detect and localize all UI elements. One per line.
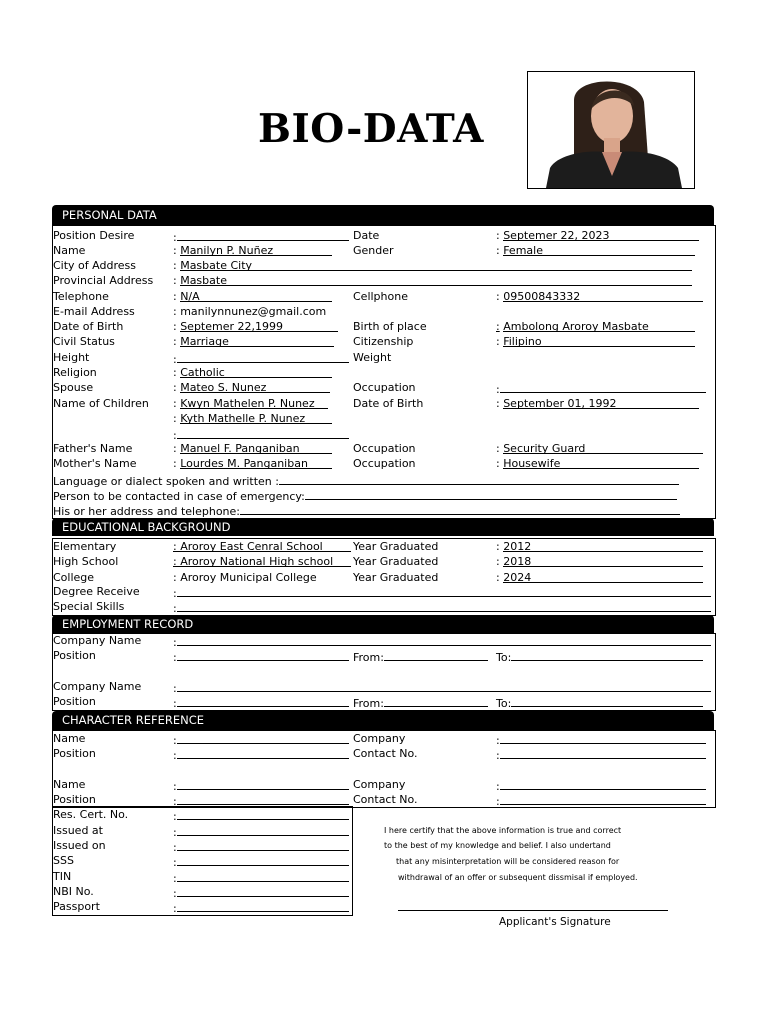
emp-to-2-field[interactable] — [511, 695, 703, 707]
page-title: BIO-DATA — [258, 106, 484, 152]
ref-company-2-field[interactable] — [500, 778, 706, 790]
emergency-contact-field[interactable] — [305, 488, 677, 500]
ref-name-2-field[interactable] — [177, 778, 349, 790]
dob-field[interactable]: Septemer 22,1999 — [180, 320, 338, 332]
elementary-school-field[interactable]: Aroroy East Cenral School — [180, 540, 323, 553]
tin-field[interactable] — [177, 870, 349, 882]
certification-line-4: withdrawal of an offer or subsequent dissmisal if employed. — [398, 873, 638, 882]
religion-field[interactable]: Catholic — [180, 366, 332, 378]
telephone-field[interactable]: N/A — [180, 290, 332, 302]
date-field[interactable]: Septemer 22, 2023 — [503, 229, 699, 241]
height-field[interactable] — [177, 351, 349, 363]
college-field[interactable]: Aroroy Municipal College — [180, 571, 317, 584]
emp-to-1-field[interactable] — [511, 649, 703, 661]
provincial-address-field[interactable]: Masbate — [180, 274, 692, 286]
position-desire-field[interactable] — [177, 229, 349, 241]
section-header-education: EDUCATIONAL BACKGROUND — [52, 518, 714, 536]
nbi-field[interactable] — [177, 885, 349, 897]
ref-company-1-field[interactable] — [500, 732, 706, 744]
degree-field[interactable] — [177, 585, 711, 597]
section-header-personal: PERSONAL DATA — [52, 205, 714, 225]
elementary-year-field[interactable]: 2012 — [503, 540, 703, 552]
father-field[interactable]: Manuel F. Panganiban — [180, 442, 332, 454]
child-1-field[interactable]: Kwyn Mathelen P. Nunez — [180, 397, 328, 409]
portrait-image — [528, 72, 694, 188]
ref-contact-1-field[interactable] — [500, 747, 706, 759]
high-school-field[interactable]: Aroroy National High school — [180, 555, 334, 568]
email-field[interactable]: manilynnunez@gmail.com — [180, 305, 327, 318]
signature-line[interactable] — [398, 910, 668, 911]
ref-contact-2-field[interactable] — [500, 793, 706, 805]
issued-on-field[interactable] — [177, 839, 349, 851]
issued-at-field[interactable] — [177, 824, 349, 836]
applicant-photo — [527, 71, 695, 189]
section-header-character: CHARACTER REFERENCE — [52, 711, 714, 730]
name-field[interactable]: Manilyn P. Nuñez — [180, 244, 332, 256]
emp-position-2-field[interactable] — [177, 695, 349, 707]
passport-field[interactable] — [177, 900, 349, 912]
college-year-field[interactable]: 2024 — [503, 571, 703, 583]
company-1-field[interactable] — [177, 634, 711, 646]
child-3-field[interactable] — [177, 427, 349, 439]
cellphone-field[interactable]: 09500843332 — [503, 290, 703, 302]
certification-line-1: I here certify that the above information is true and correct — [384, 826, 622, 835]
birth-place-field[interactable]: Ambolong Aroroy Masbate — [503, 320, 695, 332]
spouse-occupation-field[interactable] — [500, 381, 706, 393]
signature-label: Applicant's Signature — [499, 916, 611, 928]
emp-position-1-field[interactable] — [177, 649, 349, 661]
child-2-field[interactable]: Kyth Mathelle P. Nunez — [180, 412, 332, 424]
children-dob-field[interactable]: September 01, 1992 — [503, 397, 699, 409]
gender-field[interactable]: Female — [503, 244, 695, 256]
emp-from-1-field[interactable] — [384, 649, 488, 661]
mother-occupation-field[interactable]: Housewife — [503, 457, 699, 469]
civil-status-field[interactable]: Marriage — [180, 335, 334, 347]
certification-line-2: to the best of my knowledge and belief. I also undertand — [384, 841, 611, 850]
father-occupation-field[interactable]: Security Guard — [503, 442, 703, 454]
spouse-field[interactable]: Mateo S. Nunez — [180, 381, 330, 393]
mother-field[interactable]: Lourdes M. Panganiban — [180, 457, 332, 469]
ref-name-1-field[interactable] — [177, 732, 349, 744]
citizenship-field[interactable]: Filipino — [503, 335, 695, 347]
skills-field[interactable] — [177, 600, 711, 612]
emergency-address-field[interactable] — [240, 503, 680, 515]
emp-from-2-field[interactable] — [384, 695, 488, 707]
section-header-employment: EMPLOYMENT RECORD — [52, 615, 714, 633]
city-address-field[interactable]: Masbate City — [180, 259, 692, 271]
sss-field[interactable] — [177, 854, 349, 866]
ref-position-1-field[interactable] — [177, 747, 349, 759]
ref-position-2-field[interactable] — [177, 793, 349, 805]
company-2-field[interactable] — [177, 680, 711, 692]
res-cert-field[interactable] — [177, 808, 349, 820]
high-school-year-field[interactable]: 2018 — [503, 555, 703, 567]
certification-line-3: that any misinterpretation will be considered reason for — [396, 857, 620, 866]
language-field[interactable] — [279, 473, 679, 485]
